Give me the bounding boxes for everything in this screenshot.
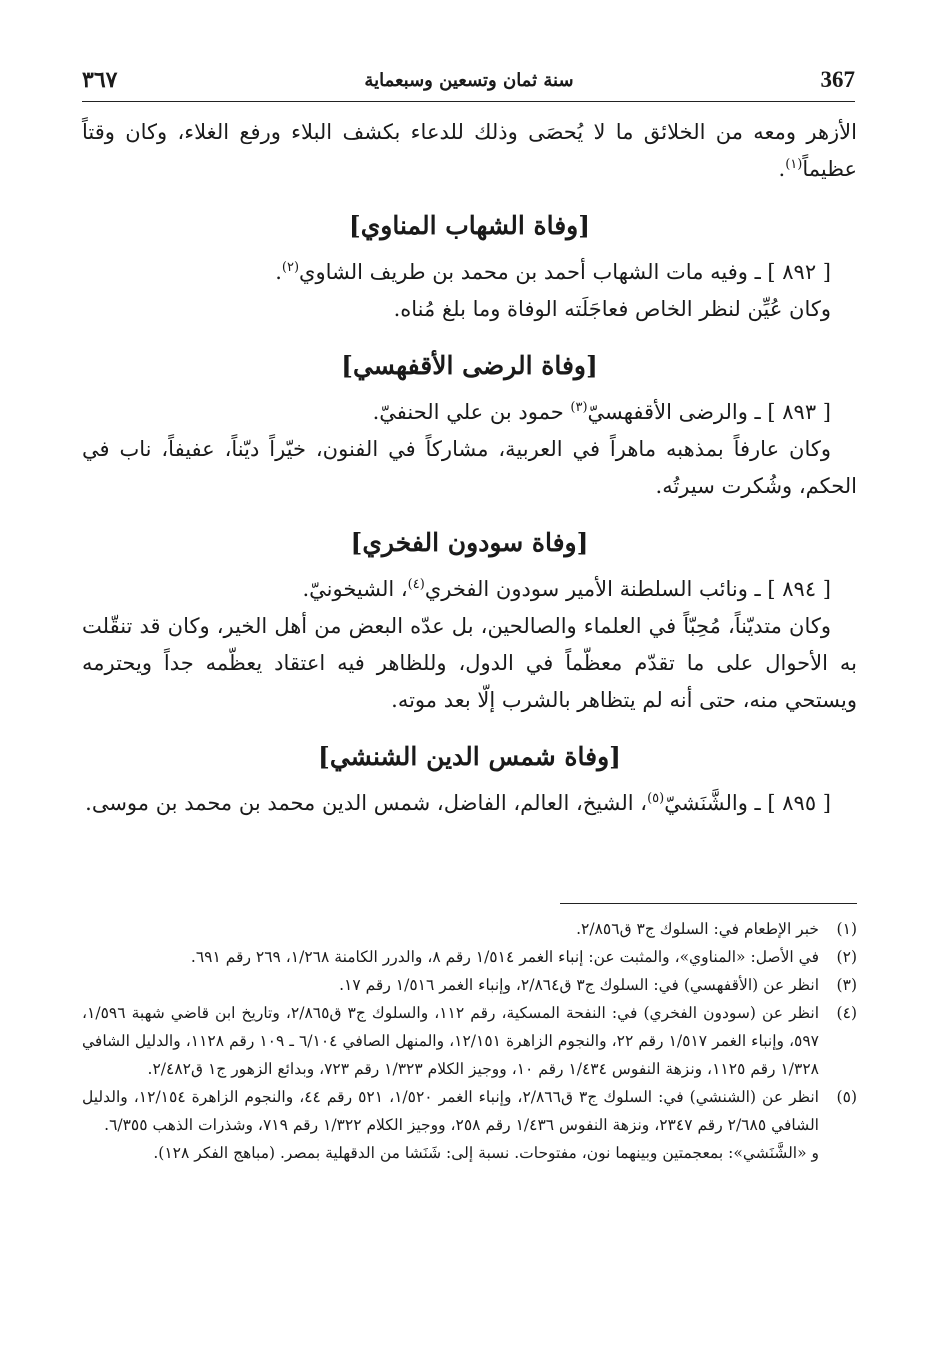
entry-line: [ ٨٩٥ ] ـ والشَّنَشيّ$^{(٥)}$، الشيخ، العالم، الفاضل، شمس الدين محمد بن محمد بن موسى. bbox=[85, 791, 831, 815]
entry-number: [ ٨٩٣ ] bbox=[767, 400, 831, 424]
page-header bbox=[82, 58, 855, 102]
section-heading: [وفاة الشهاب المناوي] bbox=[348, 211, 591, 240]
footnote-marker: (٣) bbox=[836, 976, 857, 994]
footnote-continuation: و «الشَّنَشي»: بمعجمتين وبينهما نون، مفتوحات. نسبة إلى: شَنَشا من الدقهلية بمصر. (مباهج الفكر ١٢٨). bbox=[153, 1144, 819, 1162]
entry-line: [ ٨٩٢ ] ـ وفيه مات الشهاب أحمد بن محمد بن طريف الشاوي$^{(٢)}$. bbox=[275, 260, 831, 284]
footnote bbox=[82, 943, 857, 971]
opening-paragraph: الأزهر ومعه من الخلائق ما لا يُحصَى وذلك للدعاء بكشف البلاء ورفع الغلاء، وكان وقتاً عظيماً$^{(١)}$. bbox=[82, 120, 857, 181]
footnote-separator bbox=[560, 903, 857, 904]
footnote-marker: (٢) bbox=[836, 948, 857, 966]
footnote-ref: (٥) bbox=[647, 791, 665, 806]
main-text bbox=[82, 114, 857, 822]
footnote bbox=[82, 1083, 857, 1139]
running-title: سنة ثمان وتسعين وسبعماية bbox=[364, 69, 574, 91]
footnote-text: انظر عن (الشنشي) في: السلوك ج٣ ق٢/٨٦٦، وإنباء الغمر ١/٥٢٠، ٥٢١ رقم ٤٤، والنجوم الزاهرة ١٢/١٥٤، والدليل الشافي ٢/٦٨٥ رقم ٢٣٤٧، ونزهة النفوس ١/٤٣٦ رقم ٢٥٨، ووجيز الكلام ١/٣٢٢ رقم ٧١٩، وشذرات الذهب ٦/٣٥٥. bbox=[82, 1088, 819, 1134]
footnote-text: في الأصل: «المناوي»، والمثبت عن: إنباء الغمر ١/٥١٤ رقم ٨، والدرر الكامنة ١/٢٦٨، ٢٦٩ رقم ٦٩١. bbox=[190, 948, 819, 966]
entry-line: [ ٨٩٤ ] ـ ونائب السلطنة الأمير سودون الفخري$^{(٤)}$، الشيخونيّ. bbox=[302, 577, 831, 601]
section-heading: [وفاة الرضى الأقفهسي] bbox=[341, 351, 598, 380]
entry-paragraph: وكان عُيِّن لنظر الخاص فعاجَلَته الوفاة وما بلغ مُناه. bbox=[393, 297, 831, 321]
footnote-ref: (١) bbox=[785, 157, 803, 172]
footnote-text: انظر عن (الأقفهسي) في: السلوك ج٣ ق٢/٨٦٤، وإنباء الغمر ١/٥١٦ رقم ١٧. bbox=[339, 976, 819, 994]
footnote bbox=[82, 999, 857, 1083]
footnotes bbox=[82, 915, 857, 1167]
entry-number: [ ٨٩٥ ] bbox=[767, 791, 831, 815]
section-heading: [وفاة شمس الدين الشنشي] bbox=[317, 742, 621, 771]
footnote-marker: (٤) bbox=[836, 1004, 857, 1022]
footnote bbox=[82, 971, 857, 999]
entry-line: [ ٨٩٣ ] ـ والرضى الأقفهسيّ$^{(٣)}$ حمود بن علي الحنفيّ. bbox=[372, 400, 831, 424]
page-number-arabic: ٣٦٧ bbox=[82, 67, 118, 93]
footnote-text: انظر عن (سودون الفخري) في: النفحة المسكية، رقم ١١٢، والسلوك ج٣ ق٢/٨٦٥، وتاريخ ابن قاضي شهبة ١/٥٩٦، ٥٩٧، وإنباء الغمر ١/٥١٧ رقم ٢٢، والنجوم الزاهرة ١٢/١٥١، والمنهل الصافي ٦/١٠٤ ـ ١٠٩ رقم ١١٢٨، والدليل الشافي ١/٣٢٨ رقم ١١٢٥، ونزهة النفوس ١/٤٣٤ رقم ١٠، ووجيز الكلام ١/٣٢٣ رقم ٧٢٣، وبدائع الزهور ج١ ق٢/٤٨٢. bbox=[82, 1004, 820, 1078]
footnote bbox=[82, 915, 857, 943]
footnote-marker: (١) bbox=[836, 920, 857, 938]
entry-number: [ ٨٩٤ ] bbox=[767, 577, 831, 601]
entry-paragraph: وكان عارفاً بمذهبه ماهراً في العربية، مشاركاً في الفنون، خيّراً ديّناً، عفيفاً، ناب في الحكم، وشُكرت سيرتُه. bbox=[82, 437, 857, 498]
header-rule bbox=[82, 101, 855, 102]
entry-paragraph: وكان متديّناً، مُحِبّاً في العلماء والصالحين، بل عدّه البعض من أهل الخير، وكان قد تنقّلت به الأحوال على ما تقدّم معظّماً في الدول، وللظاهر فيه اعتقاد يعظّمه جداً ويحترمه ويستحي منه، حتى أنه لم يتظاهر بالشرب إلّا بعد موته. bbox=[82, 614, 857, 712]
footnote-ref: (٣) bbox=[570, 400, 588, 415]
entry-number: [ ٨٩٢ ] bbox=[767, 260, 831, 284]
footnote-marker: (٥) bbox=[836, 1088, 857, 1106]
footnote-text: خبر الإطعام في: السلوك ج٣ ق٢/٨٥٦. bbox=[576, 920, 819, 938]
footnote-ref: (٤) bbox=[407, 577, 425, 592]
page-number-latin: 367 bbox=[820, 67, 855, 92]
section-heading: [وفاة سودون الفخري] bbox=[350, 528, 589, 557]
footnote-ref: (٢) bbox=[281, 260, 300, 275]
